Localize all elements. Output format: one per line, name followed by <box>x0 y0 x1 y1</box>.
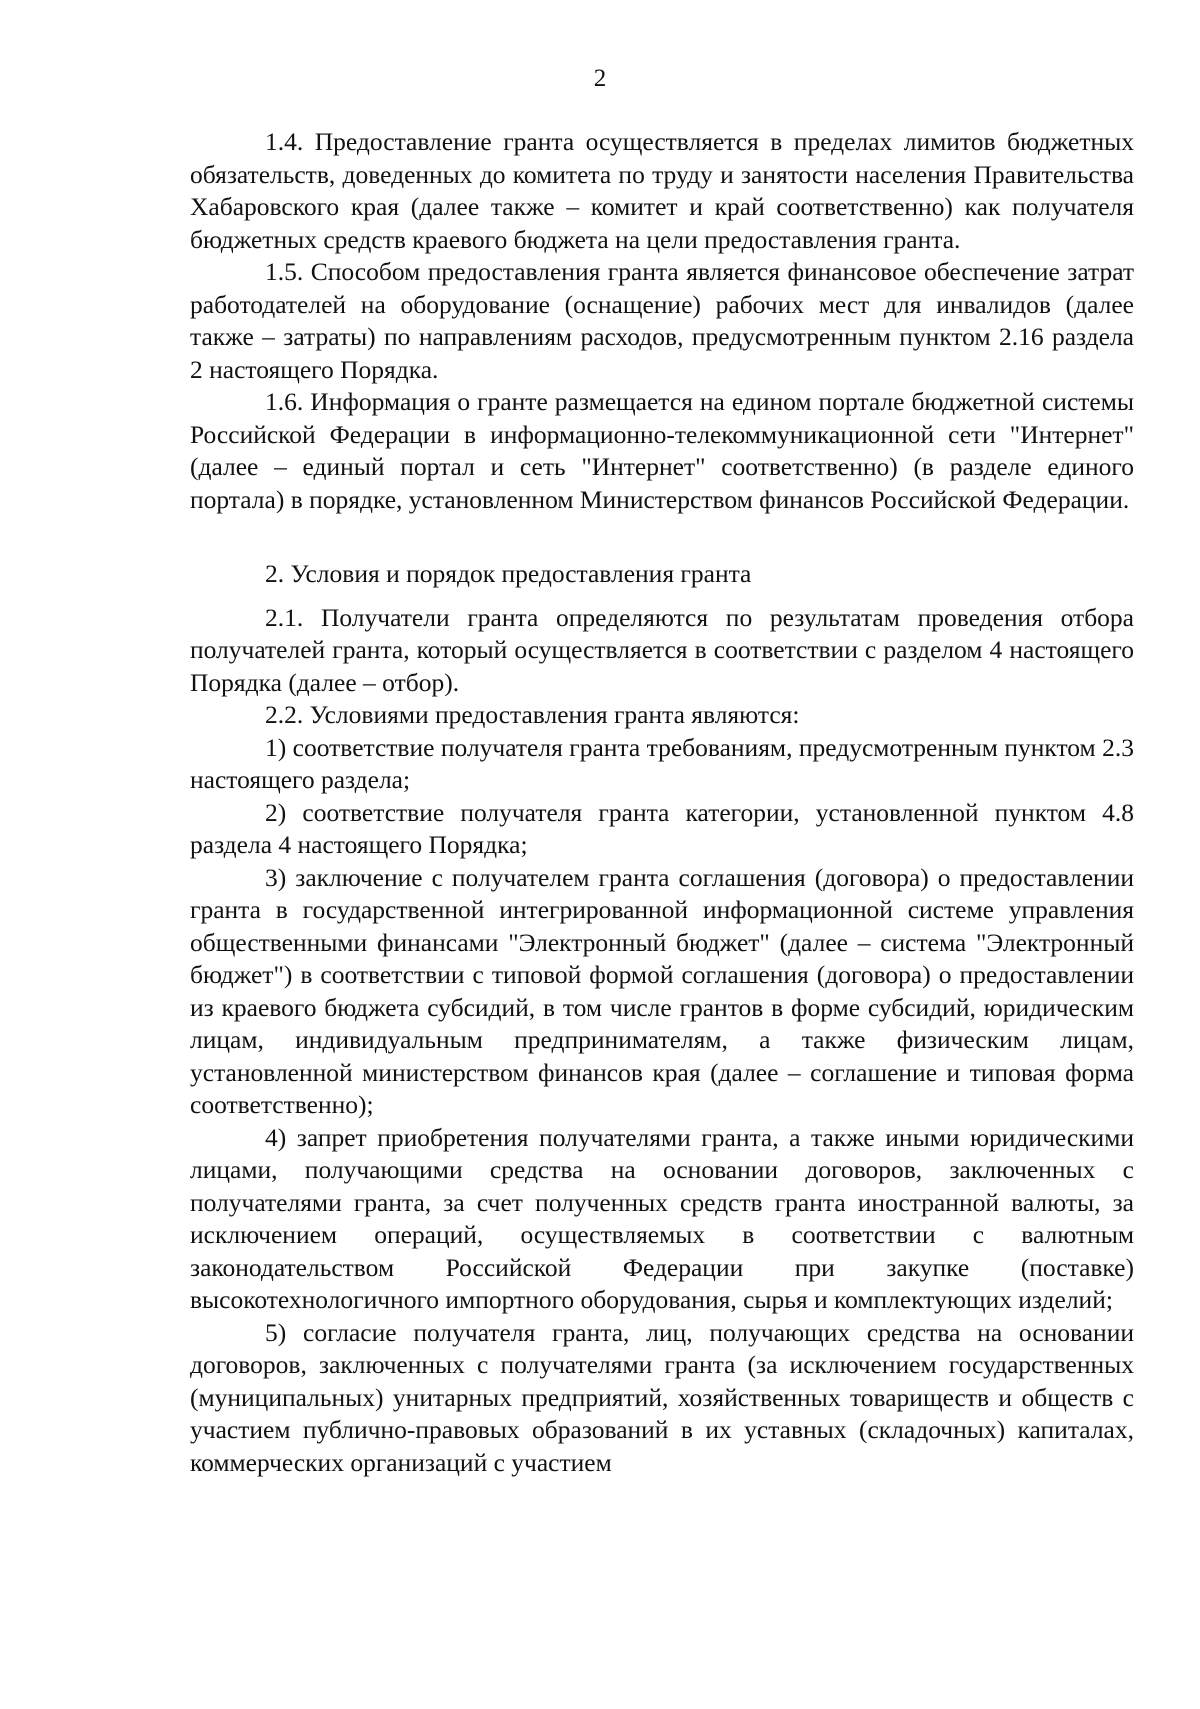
paragraph-1-6: 1.6. Информация о гранте размещается на едином портале бюджетной системы Российской Федерации в информационно-телекоммуникационной сети "Интернет" (далее – единый портал и сеть "Интернет" соответственно) (в разделе единого портала) в порядке, установленном Министерством финансов Российской Федерации. <box>190 387 1134 514</box>
paragraph-1-4: 1.4. Предоставление гранта осуществляется в пределах лимитов бюджетных обязательств, доведенных до комитета по труду и занятости населения Правительства Хабаровского края (далее также – комитет и край соответственно) как получателя бюджетных средств краевого бюджета на цели предоставления гранта. <box>190 127 1134 254</box>
paragraph-1-5: 1.5. Способом предоставления гранта является финансовое обеспечение затрат работодателей на оборудование (оснащение) рабочих мест для инвалидов (далее также – затраты) по направлениям расходов, предусмотренным пунктом 2.16 раздела 2 настоящего Порядка. <box>190 257 1134 384</box>
list-item-4: 4) запрет приобретения получателями гранта, а также иными юридическими лицами, получающими средства на основании договоров, заключенных с получателями гранта, за счет полученных средств гранта иностранной валюты, за исключением операций, осуществляемых в соответствии с валютным законодательством Российской Федерации при закупке (поставке) высокотехнологичного импортного оборудования, сырья и комплектующих изделий; <box>190 1122 1134 1314</box>
paragraph-2-1: 2.1. Получатели гранта определяются по результатам проведения отбора получателей гранта, который осуществляется в соответствии с разделом 4 настоящего Порядка (далее – отбор). <box>190 602 1134 697</box>
document-body <box>190 126 1134 1479</box>
list-item-5: 5) согласие получателя гранта, лиц, получающих средства на основании договоров, заключенных с получателями гранта (за исключением государственных (муниципальных) унитарных предприятий, хозяйственных товариществ и обществ с участием публично-правовых образований в их уставных (складочных) капиталах, коммерческих организаций с участием <box>190 1317 1134 1477</box>
list-item-2: 2) соответствие получателя гранта категории, установленной пунктом 4.8 раздела 4 настоящего Порядка; <box>190 797 1134 859</box>
paragraph-2-2: 2.2. Условиями предоставления гранта являются: <box>265 700 800 729</box>
list-item-3: 3) заключение с получателем гранта соглашения (договора) о предоставлении гранта в государственной интегрированной информационной системе управления общественными финансами "Электронный бюджет" (далее – система "Электронный бюджет") в соответствии с типовой формой соглашения (договора) о предоставлении из краевого бюджета субсидий, в том числе грантов в форме субсидий, юридическим лицам, индивидуальным предпринимателям, а также физическим лицам, установленной министерством финансов края (далее – соглашение и типовая форма соответственно); <box>190 862 1134 1119</box>
section-heading: 2. Условия и порядок предоставления гранта <box>265 559 752 588</box>
page-number: 2 <box>593 65 607 92</box>
list-item-1: 1) соответствие получателя гранта требованиям, предусмотренным пунктом 2.3 настоящего раздела; <box>190 732 1134 794</box>
